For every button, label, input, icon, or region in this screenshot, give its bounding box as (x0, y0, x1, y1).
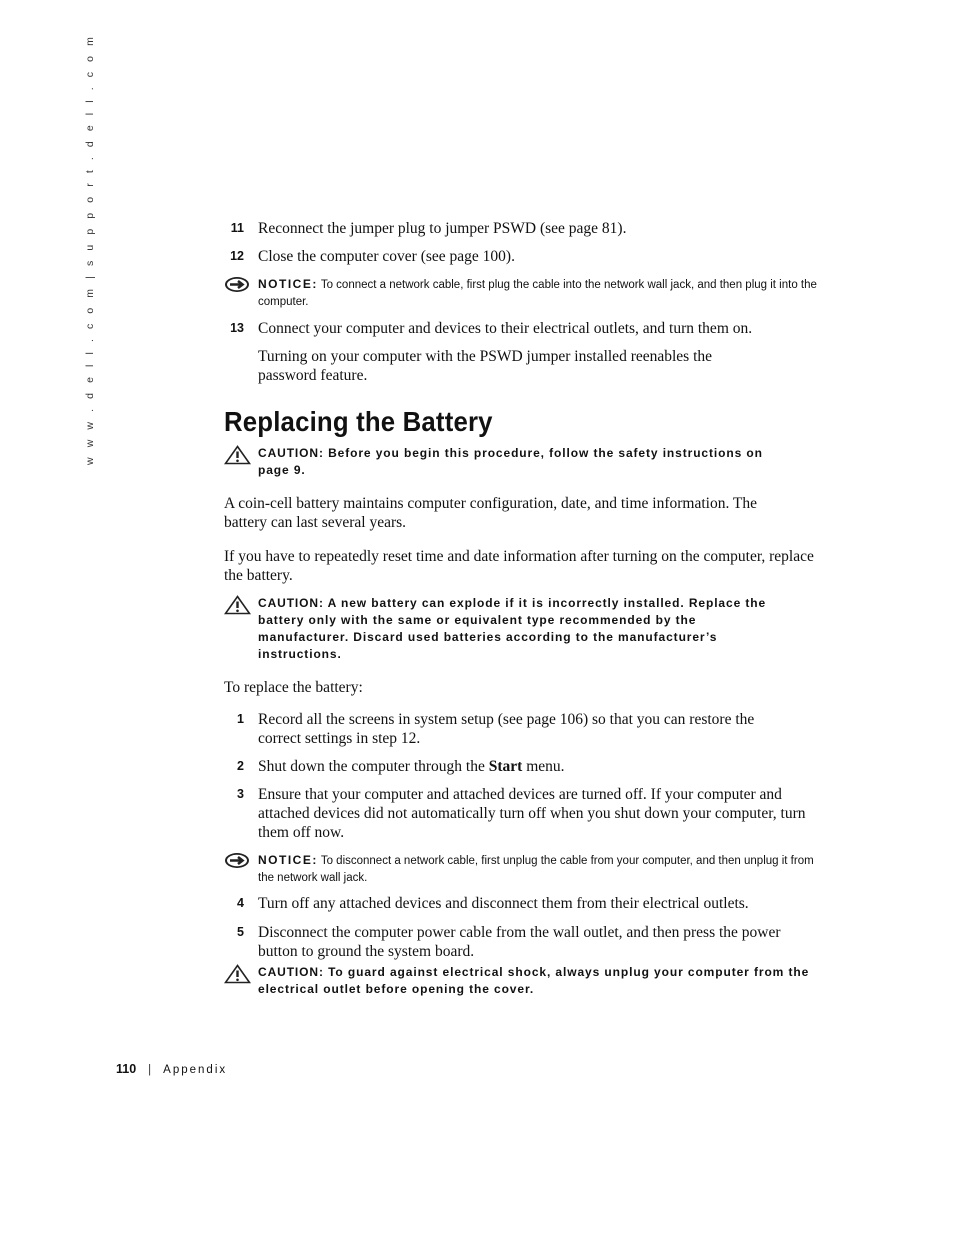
caution-text: CAUTION: To guard against electrical shock, always unplug your computer from the electrical outlet before opening the cover. (258, 965, 810, 996)
caution-text: CAUTION: Before you begin this procedure, follow the safety instructions on page 9. (258, 446, 763, 477)
footer-separator: | (148, 1064, 152, 1076)
step-number: 11 (230, 221, 244, 235)
caution-box (224, 445, 824, 479)
step-item (224, 710, 814, 748)
step-item (224, 319, 814, 338)
section-heading: Replacing the Battery (224, 406, 493, 437)
step-item (224, 923, 814, 961)
step-item (224, 219, 814, 238)
notice-box (224, 852, 824, 887)
step-text: Connect your computer and devices to their electrical outlets, and turn them on. (258, 320, 753, 337)
step-text: Reconnect the jumper plug to jumper PSWD (see page 81). (258, 220, 627, 237)
step-number: 12 (230, 249, 244, 263)
warning-triangle-icon (224, 964, 251, 984)
side-url-text: w w w . d e l l . c o m | s u p p o r t . d e l l . c o m (84, 33, 96, 465)
step-note: Turning on your computer with the PSWD jumper installed reenables the password feature. (258, 348, 713, 384)
intro-text: To replace the battery: (224, 679, 363, 696)
step-text-part: menu. (522, 758, 565, 775)
step-text: Disconnect the computer power cable from the wall outlet, and then press the power button to ground the system board. (258, 924, 781, 960)
notice-icon (224, 276, 250, 293)
notice-text: To connect a network cable, first plug the cable into the network wall jack, and then plug it into the computer. (258, 279, 817, 308)
step-number: 5 (237, 925, 244, 939)
step-text: Turn off any attached devices and disconnect them from their electrical outlets. (258, 895, 749, 912)
step-number: 13 (230, 321, 244, 335)
step-item (224, 894, 814, 913)
start-menu-label: Start (488, 758, 523, 775)
step-number: 4 (237, 896, 244, 910)
warning-triangle-icon (224, 595, 251, 615)
page-number: 110 (116, 1062, 137, 1076)
page-footer (116, 1062, 227, 1076)
step-item (224, 785, 814, 842)
paragraph: A coin-cell battery maintains computer configuration, date, and time information. The battery can last several years. (224, 495, 758, 531)
step-item (224, 247, 814, 266)
step-text: Record all the screens in system setup (see page 106) so that you can restore the correct settings in step 12. (258, 711, 755, 747)
step-text: Close the computer cover (see page 100). (258, 248, 515, 265)
step-text-part: Shut down the computer through the (258, 758, 489, 775)
step-number: 2 (237, 759, 244, 773)
caution-box (224, 595, 824, 663)
step-text: Ensure that your computer and attached devices are turned off. If your computer and attached devices did not automatically turn off when you shut down your computer, turn them off now. (258, 786, 806, 841)
notice-box (224, 276, 824, 311)
notice-text: To disconnect a network cable, first unplug the cable from your computer, and then unplug it from the network wall jack. (258, 855, 814, 884)
caution-text: CAUTION: A new battery can explode if it is incorrectly installed. Replace the battery only with the same or equivalent type recommended by the manufacturer. Discard used batteries according to the manufacturer’s instructions. (258, 596, 767, 661)
notice-label: NOTICE: (258, 853, 318, 867)
notice-label: NOTICE: (258, 277, 318, 291)
step-text (258, 757, 814, 776)
step-number: 1 (237, 712, 244, 726)
step-item (224, 757, 814, 776)
warning-triangle-icon (224, 445, 251, 465)
notice-icon (224, 852, 250, 869)
paragraph: If you have to repeatedly reset time and date information after turning on the computer, replace the battery. (224, 548, 814, 584)
footer-section: Appendix (163, 1064, 228, 1076)
step-number: 3 (237, 787, 244, 801)
caution-box (224, 964, 824, 998)
